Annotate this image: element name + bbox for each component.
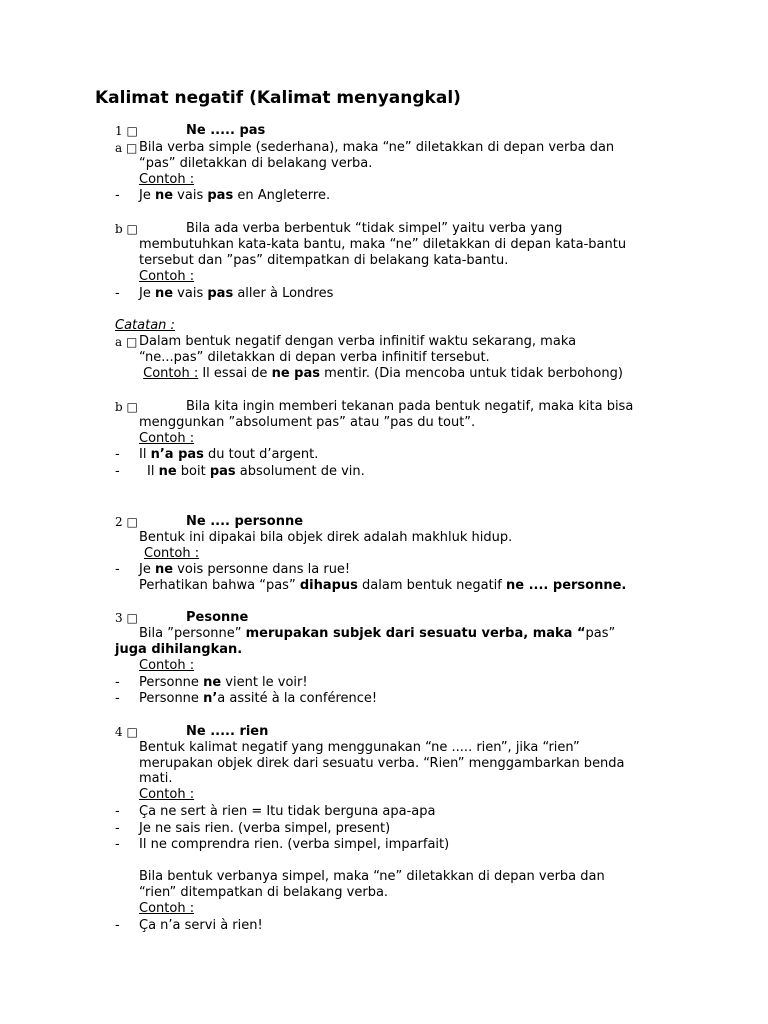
s1-b-line: membutuhkan kata-kata bantu, maka “ne” diletakkan di depan kata-bantu	[139, 237, 627, 252]
example-line: Je ne vois personne dans la rue!	[139, 562, 351, 577]
s2-line: Bentuk ini dipakai bila objek direk adalah makhluk hidup.	[139, 530, 513, 545]
section-3-number: 3 □	[115, 611, 138, 625]
example-line: Il ne boit pas absolument de vin.	[147, 464, 365, 479]
example-dash: -	[115, 675, 120, 690]
example-dash: -	[115, 837, 120, 852]
s1-a-marker: a □	[115, 141, 138, 155]
example-line: Personne ne vient le voir!	[139, 675, 308, 690]
section-2-heading: Ne .... personne	[186, 514, 304, 529]
example-line: Il n’a pas du tout d’argent.	[139, 447, 319, 462]
contoh-label: Contoh :	[139, 787, 195, 802]
catatan-a-example: Contoh : Il essai de ne pas mentir. (Dia mencoba untuk tidak berbohong)	[143, 366, 623, 381]
contoh-label: Contoh :	[139, 269, 195, 284]
catatan-b-marker: b □	[115, 400, 138, 414]
example-line: Il ne comprendra rien. (verba simpel, imparfait)	[139, 837, 450, 852]
section-4-number: 4 □	[115, 725, 138, 739]
example-dash: -	[115, 918, 120, 933]
s4-line: Bentuk kalimat negatif yang menggunakan “ne ..... rien”, jika “rien”	[139, 740, 580, 755]
catatan-b-line: Bila kita ingin memberi tekanan pada bentuk negatif, maka kita bisa	[186, 399, 634, 414]
example-line: Personne n’a assité à la conférence!	[139, 691, 378, 706]
section-1-heading: Ne ..... pas	[186, 123, 266, 138]
section-4-heading: Ne ..... rien	[186, 724, 269, 739]
example-dash: -	[115, 447, 120, 462]
catatan-label: Catatan :	[115, 318, 175, 333]
catatan-a-line: Dalam bentuk negatif dengan verba infinitif waktu sekarang, maka	[139, 334, 577, 349]
section-1-number: 1 □	[115, 124, 138, 138]
example-line: Je ne vais pas en Angleterre.	[139, 188, 331, 203]
catatan-a-marker: a □	[115, 335, 138, 349]
s4-line: merupakan objek direk dari sesuatu verba. “Rien” menggambarkan benda	[139, 756, 625, 771]
s1-b-line: tersebut dan ”pas” ditempatkan di belakang kata-bantu.	[139, 253, 509, 268]
contoh-label: Contoh :	[139, 901, 195, 916]
example-dash: -	[115, 821, 120, 836]
example-dash: -	[115, 464, 120, 479]
s4-para: “rien” ditempatkan di belakang verba.	[139, 885, 389, 900]
contoh-label: Contoh :	[139, 431, 195, 446]
s2-note: Perhatikan bahwa “pas” dihapus dalam bentuk negatif ne .... personne.	[139, 578, 627, 593]
page-title: Kalimat negatif (Kalimat menyangkal)	[95, 88, 461, 108]
s1-a-line: Bila verba simple (sederhana), maka “ne” diletakkan di depan verba dan	[139, 140, 615, 155]
example-line: Je ne sais rien. (verba simpel, present)	[139, 821, 391, 836]
example-dash: -	[115, 691, 120, 706]
contoh-label: Contoh :	[139, 172, 195, 187]
s3-line: Bila ”personne” merupakan subjek dari sesuatu verba, maka “pas”	[139, 626, 616, 641]
example-line: Je ne vais pas aller à Londres	[139, 286, 334, 301]
s4-line: mati.	[139, 771, 173, 786]
s3-line: juga dihilangkan.	[115, 642, 243, 657]
contoh-label: Contoh :	[144, 546, 200, 561]
example-dash: -	[115, 562, 120, 577]
example-line: Ça n’a servi à rien!	[139, 918, 263, 933]
example-dash: -	[115, 188, 120, 203]
example-dash: -	[115, 804, 120, 819]
section-2-number: 2 □	[115, 515, 138, 529]
s1-a-line: “pas” diletakkan di belakang verba.	[139, 156, 373, 171]
catatan-a-line: “ne...pas” diletakkan di depan verba infinitif tersebut.	[139, 350, 490, 365]
s1-b-marker: b □	[115, 222, 138, 236]
contoh-label: Contoh :	[139, 658, 195, 673]
catatan-b-line: menggunkan ”absolument pas” atau ”pas du tout”.	[139, 415, 476, 430]
example-dash: -	[115, 286, 120, 301]
example-line: Ça ne sert à rien = Itu tidak berguna apa-apa	[139, 804, 436, 819]
s4-para: Bila bentuk verbanya simpel, maka “ne” diletakkan di depan verba dan	[139, 869, 605, 884]
section-3-heading: Pesonne	[186, 610, 249, 625]
s1-b-line: Bila ada verba berbentuk “tidak simpel” yaitu verba yang	[186, 221, 563, 236]
